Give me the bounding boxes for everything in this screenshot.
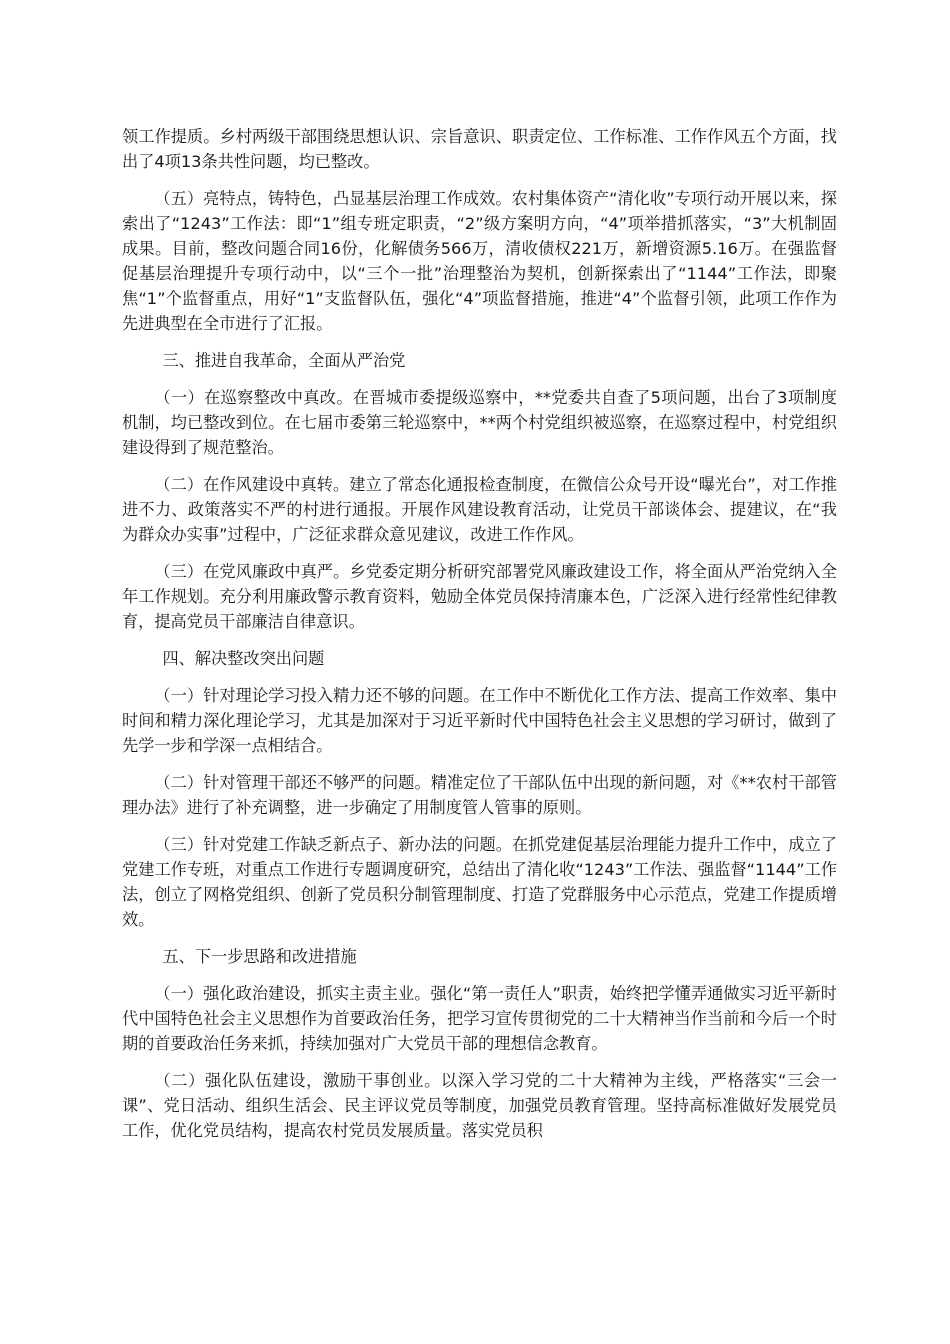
document-body: [122, 124, 837, 1155]
section-heading: 三、推进自我革命，全面从严治党: [162, 351, 406, 370]
body-paragraph: （五）亮特点，铸特色，凸显基层治理工作成效。农村集体资产“清化收”专项行动开展以来，探索出了“1243”工作法：即“1”组专班定职责，“2”级方案明方向，“4”项举措抓落实，“3”大机制固成果。目前，整改问题合同16份，化解债务566万，清收债权221万，新增资源5.16万。在强监督促基层治理提升专项行动中，以“三个一批”治理整治为契机，创新探索出了“1144”工作法，即聚焦“1”个监督重点，用好“1”支监督队伍，强化“4”项监督措施，推进“4”个监督引领，此项工作作为先进典型在全市进行了汇报。: [122, 189, 837, 333]
body-paragraph: 领工作提质。乡村两级干部围绕思想认识、宗旨意识、职责定位、工作标准、工作作风五个方面，找出了4项13条共性问题，均已整改。: [122, 127, 837, 171]
body-paragraph: （一）强化政治建设，抓实主责主业。强化“第一责任人”职责，始终把学懂弄通做实习近平新时代中国特色社会主义思想作为首要政治任务，把学习宣传贯彻党的二十大精神当作当前和今后一个时期的首要政治任务来抓，持续加强对广大党员干部的理想信念教育。: [122, 984, 837, 1053]
section-heading: 四、解决整改突出问题: [162, 649, 325, 668]
body-paragraph: （三）针对党建工作缺乏新点子、新办法的问题。在抓党建促基层治理能力提升工作中，成立了党建工作专班，对重点工作进行专题调度研究，总结出了清化收“1243”工作法、强监督“1144”工作法，创立了网格党组织、创新了党员积分制管理制度、打造了党群服务中心示范点，党建工作提质增效。: [122, 835, 837, 929]
body-paragraph: （三）在党风廉政中真严。乡党委定期分析研究部署党风廉政建设工作，将全面从严治党纳入全年工作规划。充分利用廉政警示教育资料，勉励全体党员保持清廉本色，广泛深入进行经常性纪律教育，提高党员干部廉洁自律意识。: [122, 562, 837, 631]
body-paragraph: （一）针对理论学习投入精力还不够的问题。在工作中不断优化工作方法、提高工作效率、集中时间和精力深化理论学习，尤其是加深对于习近平新时代中国特色社会主义思想的学习研讨，做到了先学一步和学深一点相结合。: [122, 686, 837, 755]
body-paragraph: （二）在作风建设中真转。建立了常态化通报检查制度，在微信公众号开设“曝光台”，对工作推进不力、政策落实不严的村进行通报。开展作风建设教育活动，让党员干部谈体会、提建议，在“我为群众办实事”过程中，广泛征求群众意见建议，改进工作作风。: [122, 475, 837, 544]
body-paragraph: （二）针对管理干部还不够严的问题。精准定位了干部队伍中出现的新问题，对《**农村干部管理办法》进行了补充调整，进一步确定了用制度管人管事的原则。: [122, 773, 837, 817]
section-heading: 五、下一步思路和改进措施: [162, 947, 357, 966]
body-paragraph: （二）强化队伍建设，激励干事创业。以深入学习党的二十大精神为主线，严格落实“三会一课”、党日活动、组织生活会、民主评议党员等制度，加强党员教育管理。坚持高标准做好发展党员工作，优化党员结构，提高农村党员发展质量。落实党员积: [122, 1071, 837, 1140]
body-paragraph: （一）在巡察整改中真改。在晋城市委提级巡察中，**党委共自查了5项问题，出台了3项制度机制，均已整改到位。在七届市委第三轮巡察中，**两个村党组织被巡察，在巡察过程中，村党组织建设得到了规范整治。: [122, 388, 837, 457]
